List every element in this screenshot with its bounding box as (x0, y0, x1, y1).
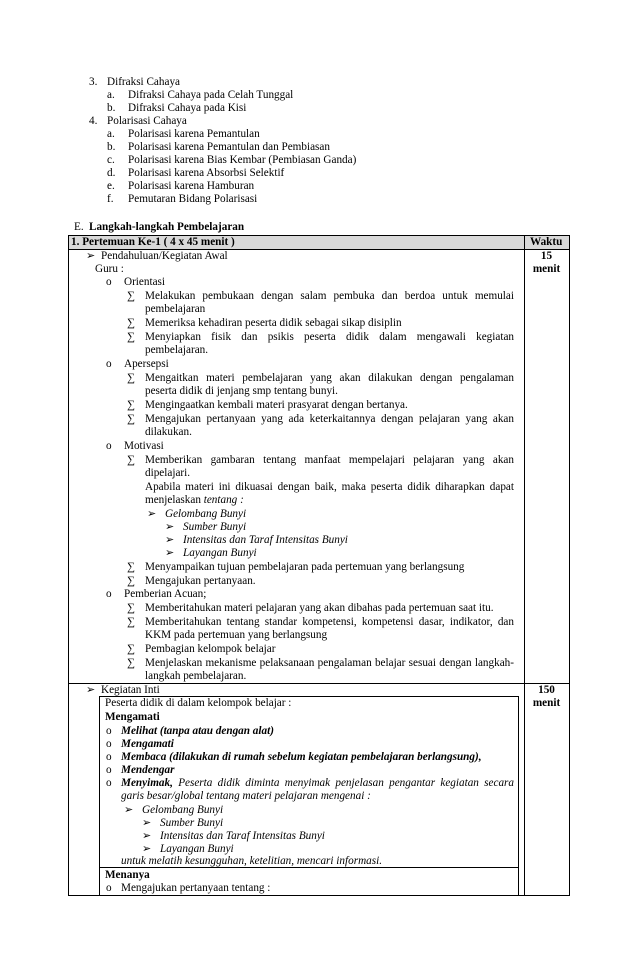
topic-text: Intensitas dan Taraf Intensitas Bunyi (160, 830, 325, 842)
arrow-bullet-icon: ➢ (165, 534, 175, 546)
list-subitem: Polarisasi karena Hamburan (128, 180, 255, 192)
observe-item: Mendengar (121, 764, 175, 776)
step-text: Memberitahukan tentang standar kompetensi, kompetensi dasar, indikator, dan KKM pada pertemuan yang berlangsung (145, 616, 514, 642)
step-text: Apabila materi ini dikuasai dengan baik, maka peserta didik diharapkan dapat menjelaskan tentang : (145, 481, 514, 507)
teacher-label: Guru : (95, 263, 124, 275)
list-item-title: Difraksi Cahaya (107, 76, 181, 88)
table-border (524, 235, 525, 896)
sum-bullet-icon: ∑ (127, 561, 135, 573)
time-value: 150 (538, 684, 555, 696)
list-letter: d. (107, 167, 116, 179)
activity-title: Kegiatan Inti (101, 684, 160, 696)
table-header-right: Waktu (530, 236, 563, 248)
phase-title: Mengamati (105, 711, 160, 723)
sum-bullet-icon: ∑ (127, 575, 135, 587)
topic-text: Sumber Bunyi (160, 817, 224, 829)
time-unit: menit (532, 263, 561, 275)
arrow-bullet-icon: ➢ (142, 843, 152, 855)
observe-item: Melihat (tanpa atau dengan alat) (121, 725, 274, 737)
observe-item: Menyimak, Peserta didik diminta menyimak penjelasan pengantar kegiatan secara garis besar/global tentang materi pelajaran mengenai : (121, 777, 515, 803)
arrow-bullet-icon: ➢ (86, 250, 96, 262)
phase-title: Menanya (105, 869, 150, 881)
arrow-bullet-icon: ➢ (165, 547, 175, 559)
list-number: 3. (89, 76, 98, 88)
list-letter: e. (107, 180, 115, 192)
arrow-bullet-icon: ➢ (142, 817, 152, 829)
inner-box-border (518, 696, 519, 895)
table-header-left: 1. Pertemuan Ke-1 ( 4 x 45 menit ) (71, 236, 235, 248)
sum-bullet-icon: ∑ (127, 602, 135, 614)
sum-bullet-icon: ∑ (127, 372, 135, 384)
step-text: Mengaitkan materi pembelajaran yang akan dilakukan dengan pengalaman peserta didik di jenjang smp tentang bunyi. (145, 372, 514, 398)
sum-bullet-icon: ∑ (127, 413, 135, 425)
section-title: Langkah-langkah Pembelajaran (89, 221, 245, 233)
topic-text: Gelombang Bunyi (142, 804, 224, 816)
circle-bullet-icon: o (106, 764, 112, 776)
sum-bullet-icon: ∑ (127, 317, 135, 329)
step-text: Pembagian kelompok belajar (145, 643, 276, 655)
circle-bullet-icon: o (106, 738, 112, 750)
subsection-title: Apersepsi (124, 358, 169, 370)
list-item-title: Polarisasi Cahaya (107, 115, 187, 127)
step-text: Menjelaskan mekanisme pelaksanaan pengalaman belajar sesuai dengan langkah-langkah pembelajaran. (145, 657, 514, 683)
topic-text: Intensitas dan Taraf Intensitas Bunyi (183, 534, 348, 546)
topic-text: Sumber Bunyi (183, 521, 247, 533)
list-subitem: Difraksi Cahaya pada Celah Tunggal (128, 89, 294, 101)
observe-item: Mengamati (121, 738, 174, 750)
section-letter: E. (74, 221, 84, 233)
list-letter: a. (107, 89, 115, 101)
time-value: 15 (540, 250, 553, 262)
arrow-bullet-icon: ➢ (124, 804, 134, 816)
question-item: Mengajukan pertanyaan tentang : (121, 882, 271, 894)
circle-bullet-icon: o (106, 882, 112, 894)
arrow-bullet-icon: ➢ (147, 508, 157, 520)
intro-text: Peserta didik di dalam kelompok belajar : (105, 697, 292, 709)
table-border (68, 235, 69, 896)
sum-bullet-icon: ∑ (127, 657, 135, 669)
subsection-title: Orientasi (124, 276, 166, 288)
list-subitem: Difraksi Cahaya pada Kisi (128, 102, 247, 114)
step-text: Memberitahukan materi pelajaran yang akan dibahas pada pertemuan saat itu. (145, 602, 494, 614)
arrow-bullet-icon: ➢ (142, 830, 152, 842)
step-text: Mengingaatkan kembali materi prasyarat dengan bertanya. (145, 399, 408, 411)
circle-bullet-icon: o (106, 777, 112, 789)
observe-item: Membaca (dilakukan di rumah sebelum kegiatan pembelajaran berlangsung), (121, 751, 482, 763)
inner-box-border (99, 696, 100, 895)
list-subitem: Pemutaran Bidang Polarisasi (128, 193, 258, 205)
list-letter: b. (107, 141, 116, 153)
circle-bullet-icon: o (106, 440, 112, 452)
list-number: 4. (89, 115, 98, 127)
list-subitem: Polarisasi karena Bias Kembar (Pembiasan Ganda) (128, 154, 357, 166)
sum-bullet-icon: ∑ (127, 616, 135, 628)
subsection-title: Pemberian Acuan; (124, 588, 207, 600)
list-subitem: Polarisasi karena Pemantulan dan Pembiasan (128, 141, 330, 153)
list-letter: a. (107, 128, 115, 140)
list-letter: f. (107, 193, 114, 205)
table-border (569, 235, 570, 896)
arrow-bullet-icon: ➢ (165, 521, 175, 533)
time-unit: menit (532, 697, 561, 709)
sum-bullet-icon: ∑ (127, 331, 135, 343)
sum-bullet-icon: ∑ (127, 643, 135, 655)
circle-bullet-icon: o (106, 725, 112, 737)
circle-bullet-icon: o (106, 276, 112, 288)
topic-text: Layangan Bunyi (183, 547, 257, 559)
list-letter: c. (107, 154, 115, 166)
sum-bullet-icon: ∑ (127, 399, 135, 411)
step-text: Memeriksa kehadiran peserta didik sebagai sikap disiplin (145, 317, 402, 329)
subsection-title: Motivasi (124, 440, 164, 452)
list-subitem: Polarisasi karena Absorbsi Selektif (128, 167, 285, 179)
step-text: Menyampaikan tujuan pembelajaran pada pertemuan yang berlangsung (145, 561, 465, 573)
step-text: Mengajukan pertanyaan. (145, 575, 256, 587)
list-subitem: Polarisasi karena Pemantulan (128, 128, 260, 140)
step-text: Melakukan pembukaan dengan salam pembuka dan berdoa untuk memulai pembelajaran (145, 290, 514, 316)
sum-bullet-icon: ∑ (127, 290, 135, 302)
purpose-text: untuk melatih kesungguhan, ketelitian, mencari informasi. (121, 855, 382, 867)
circle-bullet-icon: o (106, 588, 112, 600)
topic-text: Gelombang Bunyi (165, 508, 247, 520)
arrow-bullet-icon: ➢ (86, 684, 96, 696)
circle-bullet-icon: o (106, 751, 112, 763)
topic-text: Layangan Bunyi (160, 843, 234, 855)
activity-title: Pendahuluan/Kegiatan Awal (101, 250, 228, 262)
sum-bullet-icon: ∑ (127, 454, 135, 466)
step-text: Mengajukan pertanyaan yang ada keterkaitannya dengan pelajaran yang akan dilakukan. (145, 413, 514, 439)
step-text: Menyiapkan fisik dan psikis peserta didik dalam mengawali kegiatan pembelajaran. (145, 331, 514, 357)
step-text: Memberikan gambaran tentang manfaat mempelajari pelajaran yang akan dipelajari. (145, 454, 514, 480)
circle-bullet-icon: o (106, 358, 112, 370)
list-letter: b. (107, 102, 116, 114)
